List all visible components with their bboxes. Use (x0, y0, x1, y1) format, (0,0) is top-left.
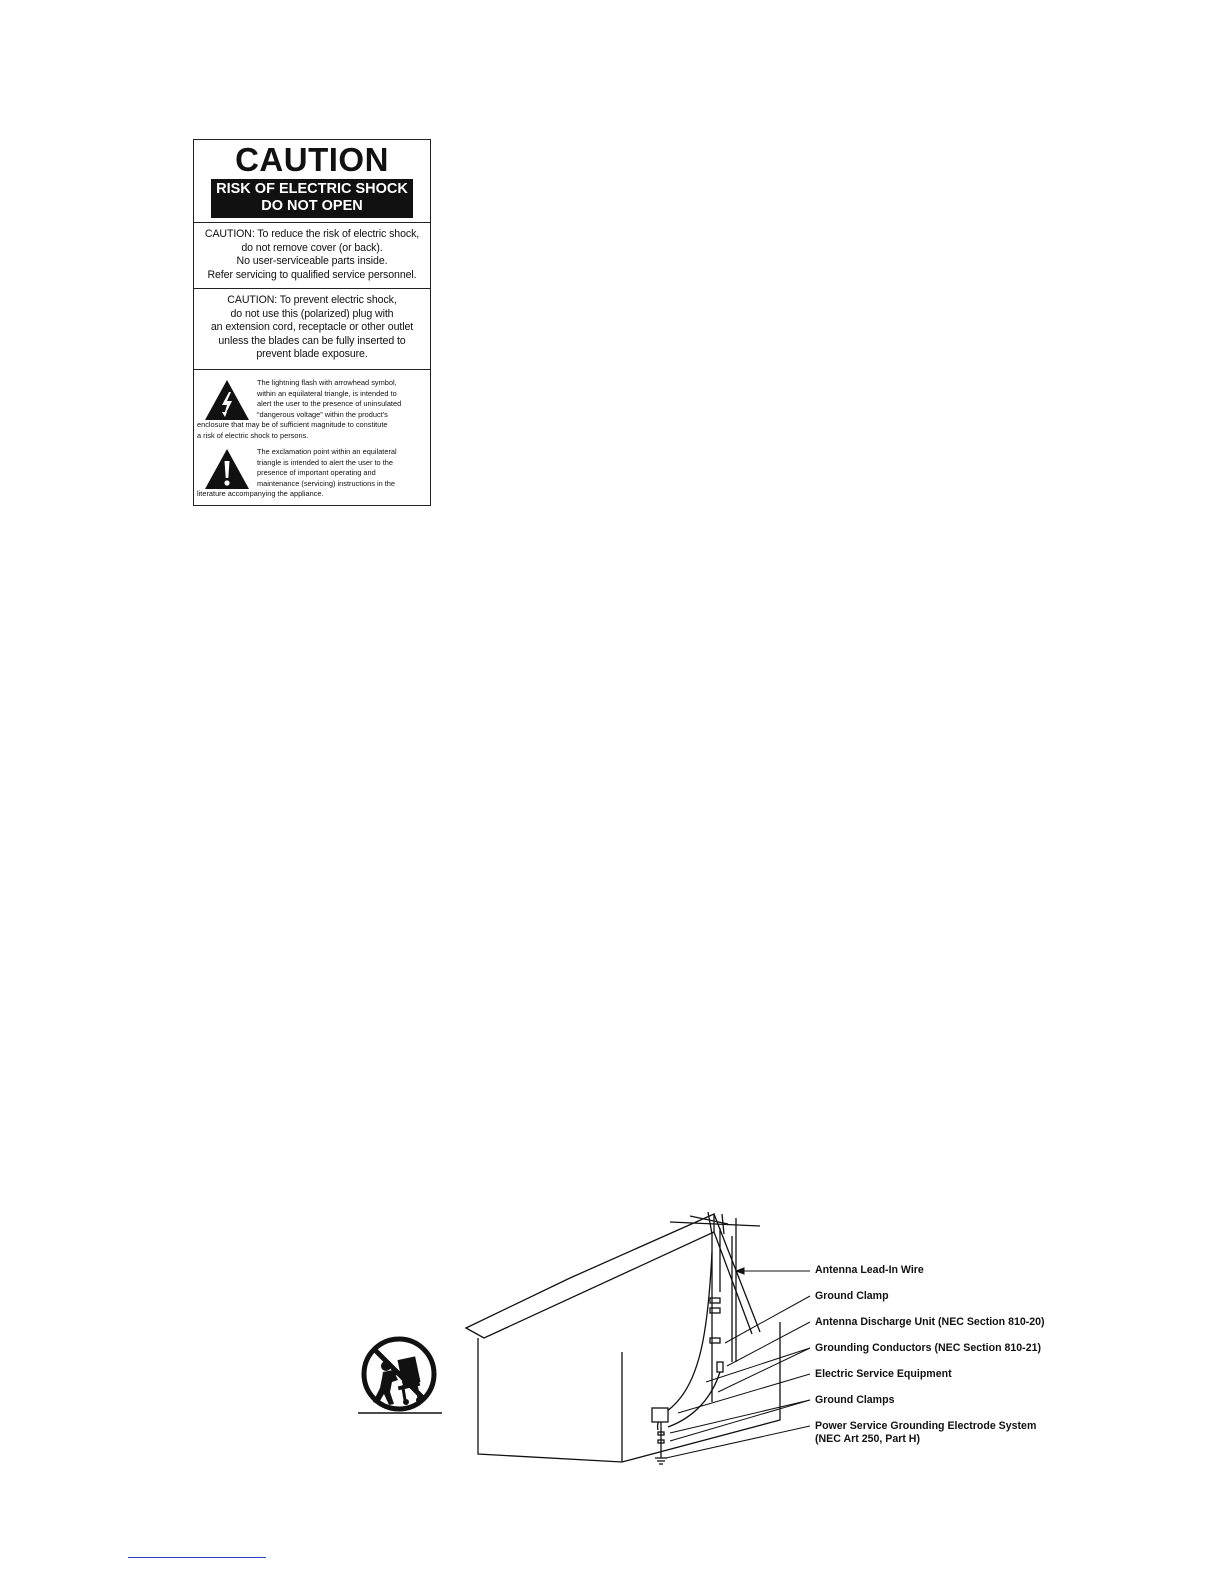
label-antenna-discharge-unit: Antenna Discharge Unit (NEC Section 810-20) (815, 1316, 1045, 1328)
lightning-triangle-icon (204, 379, 250, 421)
lightning-text-line: The lightning flash with arrowhead symbol, (257, 378, 397, 387)
exclamation-text-line: literature accompanying the appliance. (197, 489, 324, 499)
caution-label (193, 139, 431, 506)
lightning-text-line: “dangerous voltage” within the product's (257, 409, 388, 419)
footer-rule (128, 1557, 266, 1558)
symbol-explanations (194, 370, 430, 506)
shock-banner (211, 179, 413, 218)
banner-line-2: DO NOT OPEN (261, 198, 363, 214)
caution-title: CAUTION (235, 141, 389, 178)
lightning-text-line: alert the user to the presence of uninsulated (257, 399, 402, 409)
plug-warning-line: an extension cord, receptacle or other outlet (210, 321, 414, 334)
exclamation-text-line: presence of important operating and (257, 468, 376, 478)
cover-warning-section (194, 223, 430, 289)
caution-header (194, 140, 430, 223)
label-grounding-conductors: Grounding Conductors (NEC Section 810-21) (815, 1342, 1042, 1354)
label-ground-clamps: Ground Clamps (815, 1394, 895, 1406)
exclamation-explanation (197, 447, 426, 500)
antenna-grounding-diagram (460, 1212, 820, 1472)
label-grounding-electrode-system: Power Service Grounding Electrode System (815, 1420, 1037, 1432)
label-ground-clamp: Ground Clamp (815, 1290, 889, 1302)
banner-line-1: RISK OF ELECTRIC SHOCK (216, 181, 408, 197)
lightning-text-line: enclosure that may be of sufficient magnitude to constitute (197, 420, 388, 430)
exclamation-text-line: The exclamation point within an equilateral (257, 447, 397, 456)
cart-tip-over-icon (356, 1336, 444, 1416)
cover-warning-line: do not remove cover (or back). (241, 241, 383, 254)
exclamation-text-line: triangle is intended to alert the user to the (257, 457, 393, 467)
plug-warning-section (194, 289, 430, 370)
plug-warning-line: prevent blade exposure. (256, 348, 368, 361)
exclamation-triangle-icon (204, 448, 250, 490)
lightning-explanation (197, 378, 426, 442)
label-nec-art-250: (NEC Art 250, Part H) (815, 1433, 920, 1445)
lightning-text-line: a risk of electric shock to persons. (197, 430, 309, 440)
lightning-text-line: within an equilateral triangle, is intended to (257, 388, 397, 398)
label-electric-service-equipment: Electric Service Equipment (815, 1368, 952, 1380)
plug-warning-line: CAUTION: To prevent electric shock, (227, 294, 397, 306)
exclamation-text-line: maintenance (servicing) instructions in the (257, 478, 396, 488)
plug-warning-line: unless the blades can be fully inserted to (218, 334, 406, 347)
cover-warning-line: No user-serviceable parts inside. (236, 255, 388, 268)
cover-warning-line: Refer servicing to qualified service personnel. (207, 268, 417, 281)
label-antenna-lead-in-wire: Antenna Lead-In Wire (815, 1264, 924, 1276)
plug-warning-line: do not use this (polarized) plug with (230, 307, 394, 320)
cover-warning-line: CAUTION: To reduce the risk of electric shock, (204, 228, 420, 240)
